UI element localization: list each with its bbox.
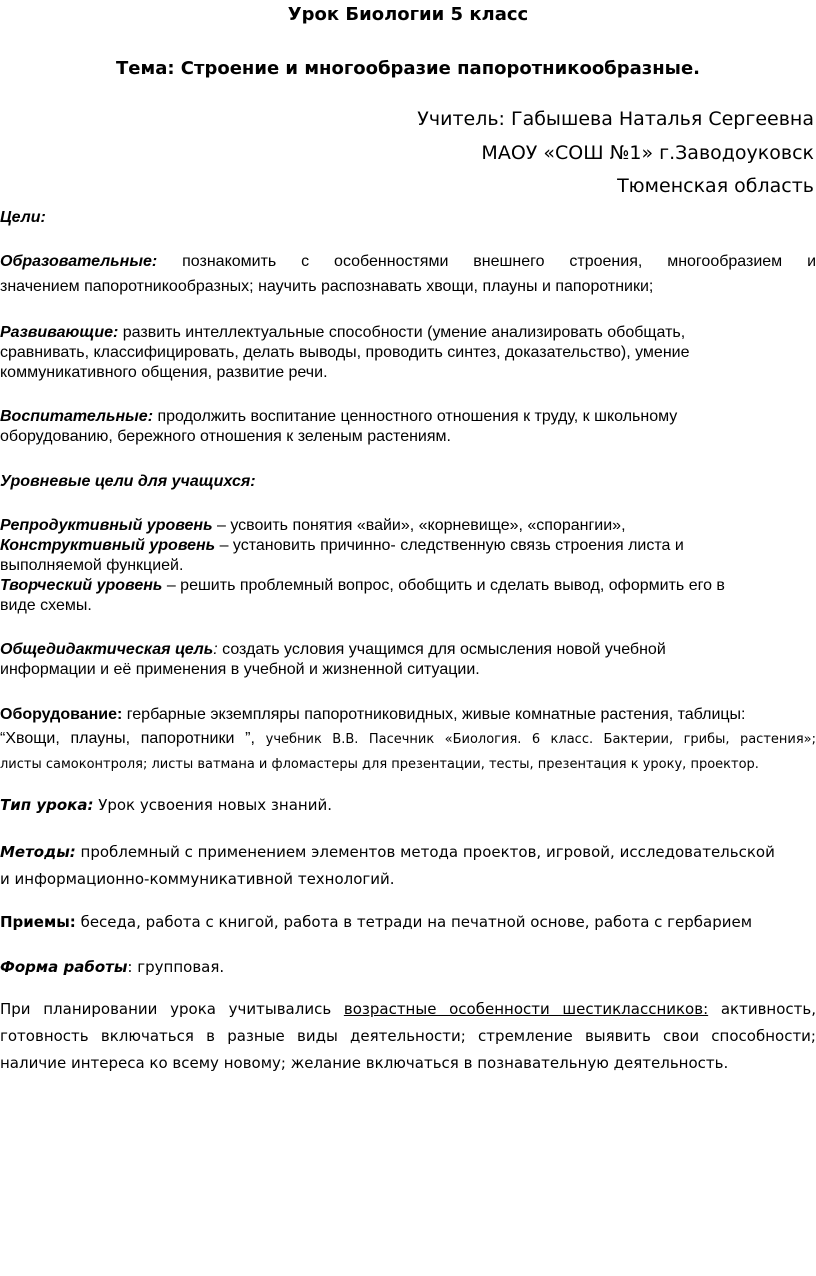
planning-line-3 bbox=[0, 1054, 816, 1073]
upbringing-goal-line-1 bbox=[0, 407, 816, 426]
lesson-type-text: Урок усвоения новых знаний. bbox=[93, 796, 332, 814]
constructive-text-2: выполняемой функцией. bbox=[0, 557, 184, 574]
school-name: МАОУ «СОШ №1» г.Заводоуковск bbox=[481, 142, 814, 164]
work-form-text: : групповая. bbox=[127, 958, 225, 976]
reproductive-text: – усвоить понятия «вайи», «корневище», «спорангии», bbox=[212, 517, 626, 534]
constructive-text-1: – установить причинно- следственную связь строения листа и bbox=[215, 537, 684, 554]
developing-goal-line-1 bbox=[0, 323, 816, 342]
equipment-line-1 bbox=[0, 705, 816, 724]
educational-text-1: познакомить с особенностями внешнего строения, многообразием и bbox=[157, 253, 816, 270]
planning-text-1c: активность, bbox=[708, 1000, 816, 1018]
creative-level-line-1 bbox=[0, 576, 816, 595]
equipment-text-2b: учебник В.В. Пасечник «Биология. 6 класс. Бактерии, грибы, растения»; bbox=[265, 732, 816, 747]
lesson-topic: Тема: Строение и многообразие папоротникообразные. bbox=[116, 58, 700, 79]
creative-text-1: – решить проблемный вопрос, обобщить и сделать вывод, оформить его в bbox=[162, 577, 725, 594]
reproductive-label: Репродуктивный уровень bbox=[0, 517, 213, 534]
constructive-level-line-1 bbox=[0, 536, 816, 555]
educational-text-2: значением папоротникообразных; научить распознавать хвощи, плауны и папоротники; bbox=[0, 278, 654, 295]
work-form bbox=[0, 958, 816, 977]
methods-line-1 bbox=[0, 843, 816, 862]
developing-goal-line-3 bbox=[0, 363, 816, 382]
planning-text-1b: возрастные особенности шестиклассников: bbox=[343, 1000, 709, 1018]
general-goal-colon: : bbox=[213, 641, 218, 658]
creative-text-2: виде схемы. bbox=[0, 597, 92, 614]
methods-line-2 bbox=[0, 870, 816, 889]
equipment-text-3: листы самоконтроля; листы ватмана и фломастеры для презентации, тесты, презентация к уроку, проектор. bbox=[0, 757, 759, 772]
developing-text-2: сравнивать, классифицировать, делать выводы, проводить синтез, доказательство), умение bbox=[0, 344, 690, 361]
planning-text-3: наличие интереса ко всему новому; желание включаться в познавательную деятельность. bbox=[0, 1054, 729, 1072]
techniques-label: Приемы: bbox=[0, 913, 76, 931]
educational-goal-line-1 bbox=[0, 252, 816, 271]
planning-text-2: готовность включаться в разные виды деятельности; стремление выявить свои способности; bbox=[0, 1027, 816, 1045]
techniques-text: беседа, работа с книгой, работа в тетради на печатной основе, работа с гербарием bbox=[75, 913, 753, 931]
methods-label: Методы: bbox=[0, 843, 76, 861]
equipment-line-3 bbox=[0, 754, 816, 774]
goals-heading bbox=[0, 208, 816, 227]
planning-line-1 bbox=[0, 1000, 816, 1019]
general-goal-label: Общедидактическая цель bbox=[0, 641, 214, 658]
methods-text-2: и информационно-коммуникативной технологий. bbox=[0, 870, 395, 888]
equipment-label: Оборудование: bbox=[0, 706, 123, 723]
levels-heading bbox=[0, 472, 816, 491]
planning-line-2 bbox=[0, 1027, 816, 1046]
work-form-label: Форма работы bbox=[0, 958, 128, 976]
techniques bbox=[0, 913, 816, 932]
upbringing-text-2: оборудованию, бережного отношения к зеленым растениям. bbox=[0, 428, 451, 445]
reproductive-level bbox=[0, 516, 816, 535]
developing-text-3: коммуникативного общения, развитие речи. bbox=[0, 364, 328, 381]
constructive-level-line-2 bbox=[0, 556, 816, 575]
general-goal-line-2 bbox=[0, 660, 816, 679]
equipment-line-2 bbox=[0, 729, 816, 749]
equipment-text-1: гербарные экземпляры папоротниковидных, живые комнатные растения, таблицы: bbox=[122, 706, 746, 723]
planning-text-1a: При планировании урока учитывались bbox=[0, 1000, 344, 1018]
general-goal-text-1: создать условия учащимся для осмысления новой учебной bbox=[217, 641, 666, 658]
lesson-type-label: Тип урока: bbox=[0, 796, 94, 814]
region-name: Тюменская область bbox=[617, 175, 814, 197]
lesson-title: Урок Биологии 5 класс bbox=[287, 4, 529, 25]
developing-label: Развивающие: bbox=[0, 324, 119, 341]
goals-heading-text: Цели: bbox=[0, 209, 46, 226]
developing-goal-line-2 bbox=[0, 343, 816, 362]
constructive-label: Конструктивный уровень bbox=[0, 537, 216, 554]
developing-text-1: развить интеллектуальные способности (умение анализировать обобщать, bbox=[118, 324, 686, 341]
educational-goal-line-2 bbox=[0, 277, 816, 296]
upbringing-text-1: продолжить воспитание ценностного отношения к труду, к школьному bbox=[153, 408, 678, 425]
creative-label: Творческий уровень bbox=[0, 577, 163, 594]
creative-level-line-2 bbox=[0, 596, 816, 615]
general-goal-line-1 bbox=[0, 640, 816, 659]
levels-heading-text: Уровневые цели для учащихся: bbox=[0, 473, 256, 490]
upbringing-label: Воспитательные: bbox=[0, 408, 154, 425]
lesson-type bbox=[0, 796, 816, 815]
general-goal-text-2: информации и её применения в учебной и жизненной ситуации. bbox=[0, 661, 480, 678]
upbringing-goal-line-2 bbox=[0, 427, 816, 446]
equipment-text-2a: “Хвощи, плауны, папоротники ”, bbox=[0, 730, 266, 747]
educational-label: Образовательные: bbox=[0, 253, 158, 270]
methods-text-1: проблемный с применением элементов метода проектов, игровой, исследовательской bbox=[75, 843, 775, 861]
teacher-name: Учитель: Габышева Наталья Сергеевна bbox=[417, 108, 814, 130]
